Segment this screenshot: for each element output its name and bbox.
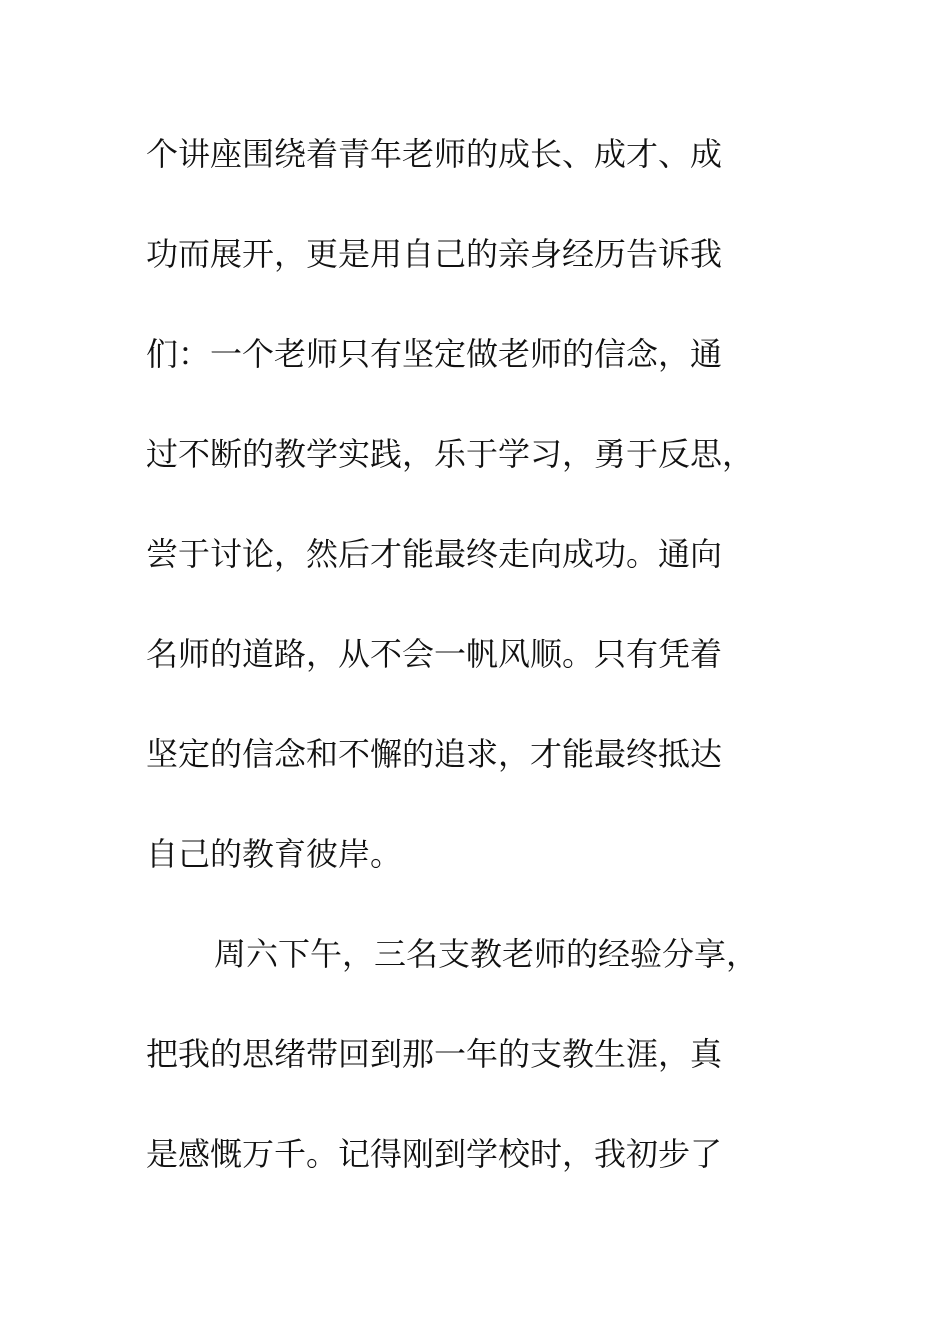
text-line: 功而展开，更是用自己的亲身经历告诉我 — [146, 235, 723, 273]
text-line: 坚定的信念和不懈的追求，才能最终抵达 — [146, 735, 723, 773]
text-line: 个讲座围绕着青年老师的成长、成才、成 — [146, 135, 723, 173]
document-body — [146, 125, 806, 1225]
text-line: 把我的思绪带回到那一年的支教生涯，真 — [146, 1035, 723, 1073]
text-line: 自己的教育彼岸。 — [146, 835, 403, 873]
text-line: 尝于讨论，然后才能最终走向成功。通向 — [146, 535, 723, 573]
text-line: 是感慨万千。记得刚到学校时，我初步了 — [146, 1135, 723, 1173]
text-line: 名师的道路，从不会一帆风顺。只有凭着 — [146, 635, 723, 673]
text-line: 们：一个老师只有坚定做老师的信念，通 — [146, 335, 723, 373]
text-line: 过不断的教学实践，乐于学习，勇于反思， — [146, 435, 755, 473]
paragraph-first-line: 周六下午，三名支教老师的经验分享， — [214, 935, 759, 973]
